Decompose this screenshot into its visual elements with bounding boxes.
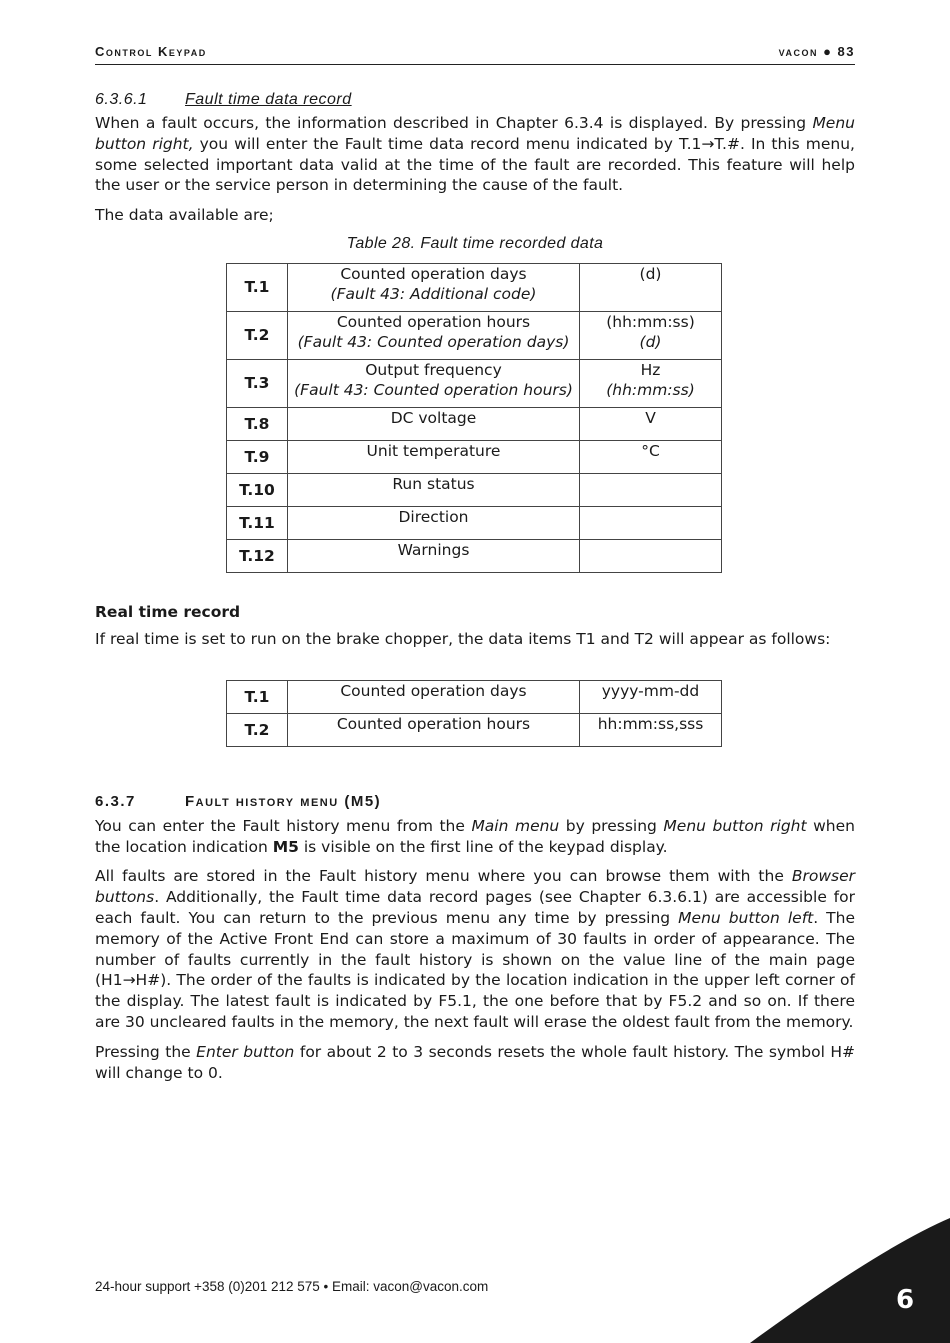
- table-row: [227, 440, 722, 473]
- row-description: Counted operation days: [288, 680, 580, 713]
- row-description: Counted operation hours (Fault 43: Counted operation days): [288, 311, 580, 359]
- paragraph: Pressing the Enter button for about 2 to 3 seconds resets the whole fault history. The symbol H# will change to 0.: [95, 1042, 856, 1082]
- real-time-heading: Real time record: [95, 602, 241, 621]
- page-header: [95, 44, 855, 65]
- row-unit: Hz (hh:mm:ss): [580, 359, 722, 407]
- table-row: [227, 263, 722, 311]
- paragraph: You can enter the Fault history menu from the Main menu by pressing Menu button right when the location indication M5 is visible on the first line of the keypad display.: [95, 816, 855, 856]
- row-code: T.1: [227, 263, 288, 311]
- row-code: T.9: [227, 440, 288, 473]
- row-code: T.8: [227, 407, 288, 440]
- real-time-table: [226, 680, 722, 747]
- header-section-title: Control Keypad: [95, 44, 207, 59]
- table-row: [227, 713, 722, 746]
- row-unit: [580, 506, 722, 539]
- paragraph: All faults are stored in the Fault history menu where you can browse them with the Browser buttons. Additionally, the Fault time data record pages (see Chapter 6.3.6.1) are accessible for each fault. You can return to the previous menu any time by pressing Menu button left. The memory of the Active Front End can store a maximum of 30 faults in order of appearance. The number of faults currently in the fault history is shown on the value line of the main page (H1→H#). The order of the faults is indicated by the location indication in the upper left corner of the display. The latest fault is indicated by F5.1, the one before that by F5.2 and so on. If there are 30 uncleared faults in the memory, the next fault will erase the oldest fault from the memory.: [95, 867, 855, 1031]
- row-code: T.2: [227, 713, 288, 746]
- table-caption: Table 28. Fault time recorded data: [346, 234, 604, 252]
- fault-time-table: [226, 263, 722, 573]
- row-unit: hh:mm:ss,sss: [580, 713, 722, 746]
- row-unit: (d): [580, 263, 722, 311]
- row-description: Output frequency (Fault 43: Counted operation hours): [288, 359, 580, 407]
- row-unit: [580, 473, 722, 506]
- row-unit: [580, 539, 722, 572]
- row-description: Direction: [288, 506, 580, 539]
- row-code: T.2: [227, 311, 288, 359]
- section-number: 6.3.7: [95, 792, 136, 810]
- row-unit: yyyy-mm-dd: [580, 680, 722, 713]
- row-description: Counted operation days (Fault 43: Additional code): [288, 263, 580, 311]
- subsection-title: Fault time data record: [185, 91, 352, 108]
- row-unit: °C: [580, 440, 722, 473]
- row-code: T.11: [227, 506, 288, 539]
- row-description: Unit temperature: [288, 440, 580, 473]
- section-heading: [95, 793, 855, 810]
- subsection-number: 6.3.6.1: [95, 91, 148, 108]
- row-unit: V: [580, 407, 722, 440]
- table-row: [227, 407, 722, 440]
- row-code: T.10: [227, 473, 288, 506]
- table-row: [227, 473, 722, 506]
- header-page-number: vacon ● 83: [778, 44, 855, 59]
- row-code: T.12: [227, 539, 288, 572]
- row-description: Warnings: [288, 539, 580, 572]
- table-row: [227, 680, 722, 713]
- page-content: [95, 88, 855, 1092]
- table-row: [227, 359, 722, 407]
- section-title: Fault history menu (M5): [185, 792, 382, 810]
- table-row: [227, 539, 722, 572]
- paragraph: If real time is set to run on the brake chopper, the data items T1 and T2 will appear as follows:: [95, 629, 831, 648]
- row-description: Counted operation hours: [288, 713, 580, 746]
- row-unit: (hh:mm:ss) (d): [580, 311, 722, 359]
- chapter-corner-tab: [750, 1218, 950, 1343]
- row-description: DC voltage: [288, 407, 580, 440]
- table-row: [227, 311, 722, 359]
- row-description: Run status: [288, 473, 580, 506]
- table-row: [227, 506, 722, 539]
- paragraph: The data available are;: [95, 206, 274, 225]
- row-code: T.1: [227, 680, 288, 713]
- paragraph: When a fault occurs, the information described in Chapter 6.3.4 is displayed. By pressing Menu button right, you will enter the Fault time data record menu indicated by T.1→T.#. In this menu, some selected important data valid at the time of the fault are recorded. This feature will help the user or the service person in determining the cause of the fault.: [95, 114, 855, 195]
- row-code: T.3: [227, 359, 288, 407]
- page-footer: 24-hour support +358 (0)201 212 575 • Email: vacon@vacon.com: [95, 1279, 489, 1294]
- chapter-number: 6: [896, 1285, 915, 1315]
- subsection-heading: [95, 91, 855, 109]
